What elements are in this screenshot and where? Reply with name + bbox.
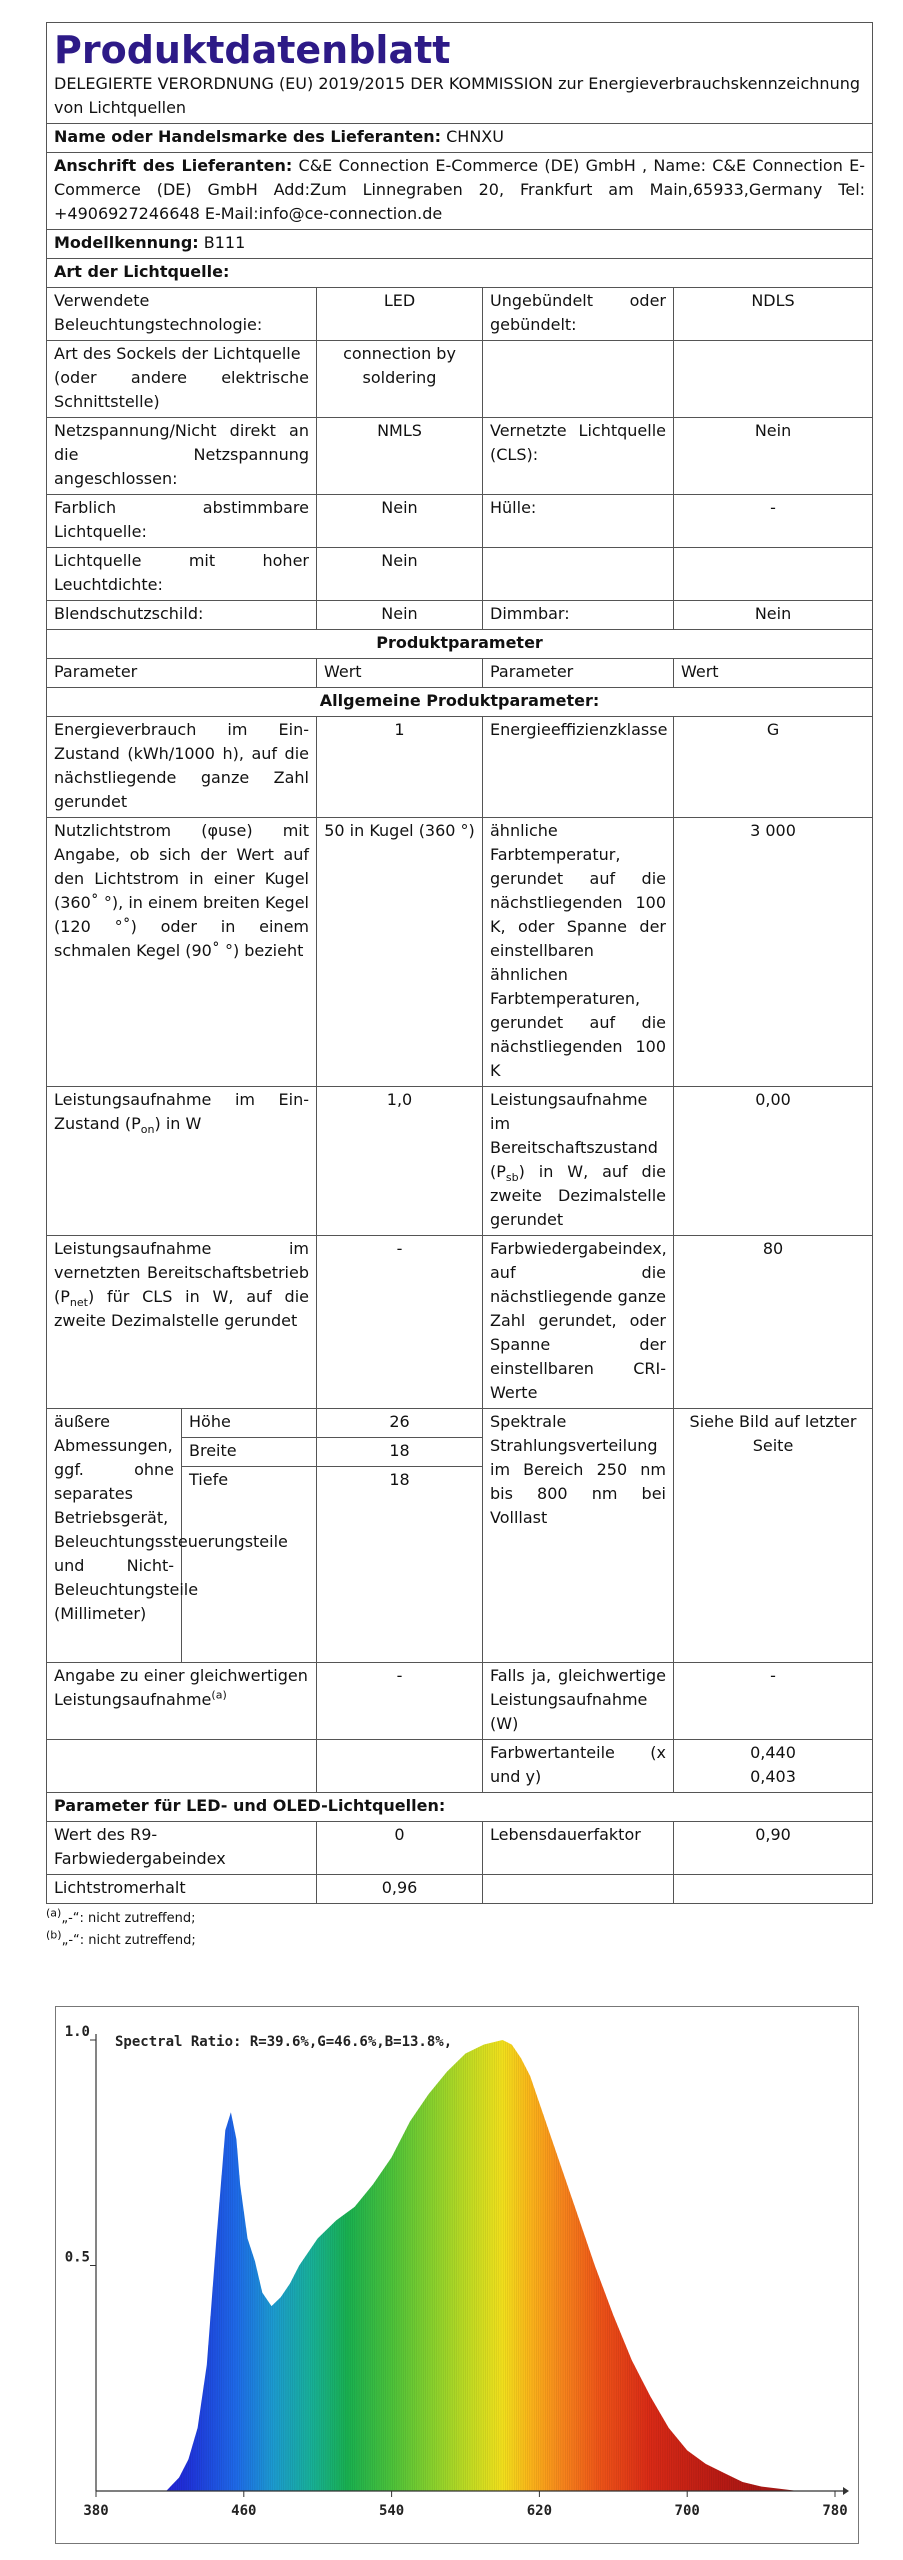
param-value: Nein	[317, 495, 483, 548]
column-header-value-2: Wert	[674, 659, 873, 688]
label-subscript: on	[140, 1123, 155, 1137]
param-label: Blendschutzschild:	[47, 601, 317, 630]
param-label	[483, 548, 674, 601]
product-datasheet-table	[46, 22, 873, 1904]
empty-cell	[317, 1740, 483, 1793]
spectral-ratio-label: Spectral Ratio: R=39.6%,G=46.6%,B=13.8%,	[115, 2034, 453, 2050]
column-header-value: Wert	[317, 659, 483, 688]
param-label	[483, 341, 674, 418]
label-part: ) für CLS in W, auf die zweite Dezimalstelle gerundet	[54, 1287, 309, 1330]
light-source-heading: Art der Lichtquelle:	[47, 259, 873, 288]
param-label	[47, 341, 317, 418]
model-value: B111	[203, 233, 246, 252]
param-value: 50 in Kugel (360 °)	[317, 818, 483, 1087]
param-value	[674, 548, 873, 601]
footnote-text: „-“: nicht zutreffend;	[61, 1933, 196, 1948]
param-label: Dimmbar:	[483, 601, 674, 630]
dimensions-label: äußere Abmessungen, ggf. ohne separates Betriebsgerät, Beleuchtungssteuerungsteile und Nicht-Beleuchtungsteile (Millimeter)	[47, 1409, 182, 1663]
supplier-name-value: CHNXU	[446, 127, 504, 146]
model-row	[47, 230, 873, 259]
param-label: Lichtstromerhalt	[47, 1875, 317, 1904]
param-value: 3 000	[674, 818, 873, 1087]
param-value: NDLS	[674, 288, 873, 341]
table-row	[47, 717, 873, 818]
param-label: Wert des R9-Farbwiedergabeindex	[47, 1822, 317, 1875]
label-part: Leistungsaufnahme im Bereitschaftszustand (P	[490, 1090, 658, 1181]
socket-label: Art des Sockels der Lichtquelle	[54, 344, 301, 363]
label-subscript: net	[69, 1296, 88, 1310]
footnote-text: „-“: nicht zutreffend;	[61, 1911, 196, 1926]
table-row	[47, 1663, 873, 1740]
param-label	[47, 1087, 317, 1236]
height-label: Höhe	[182, 1409, 317, 1438]
param-label: Lebensdauerfaktor	[483, 1822, 674, 1875]
param-value: connection by soldering	[317, 341, 483, 418]
width-value: 18	[317, 1438, 483, 1467]
table-row	[47, 548, 873, 601]
table-row	[47, 1087, 873, 1236]
param-value: -	[674, 1663, 873, 1740]
empty-cell	[674, 1875, 873, 1904]
param-label: Lichtquelle mit hoher Leuchtdichte:	[47, 548, 317, 601]
label-part: Leistungsaufnahme im vernetzten Bereitschaftsbetrieb (P	[54, 1239, 309, 1306]
table-row	[47, 818, 873, 1087]
param-label: Netzspannung/Nicht direkt an die Netzspannung angeschlossen:	[47, 418, 317, 495]
label-part: Leistungsaufnahme im Ein-Zustand (P	[54, 1090, 309, 1133]
label-part: ) in W	[154, 1114, 202, 1133]
param-label: Farbwiedergabeindex, auf die nächstliegende ganze Zahl gerundet, oder Spanne der einstellbaren CRI-Werte	[483, 1236, 674, 1409]
table-row	[47, 495, 873, 548]
empty-cell	[483, 1875, 674, 1904]
param-label: Energieverbrauch im Ein-Zustand (kWh/1000 h), auf die nächstliegende ganze Zahl gerundet	[47, 717, 317, 818]
param-label: Farblich abstimmbare Lichtquelle:	[47, 495, 317, 548]
height-value: 26	[317, 1409, 483, 1438]
param-label	[483, 1087, 674, 1236]
model-label: Modellkennung:	[54, 233, 199, 252]
table-row	[47, 601, 873, 630]
footnotes	[46, 1908, 872, 1952]
param-label: Vernetzte Lichtquelle (CLS):	[483, 418, 674, 495]
x-tick-label: 540	[378, 2503, 405, 2519]
table-row	[47, 1740, 873, 1793]
supplier-address-value: C&E Connection E-Commerce (DE) GmbH , Name: C&E Connection E-Commerce (DE) GmbH Add:Zum Linnegraben 20, Frankfurt am Main,65933,Germany Tel: +4906927246648 E-Mail:info@ce-connection.de	[54, 156, 866, 223]
label-part: Angabe zu einer gleichwertigen Leistungsaufnahme	[54, 1666, 308, 1709]
param-value: 0,90	[674, 1822, 873, 1875]
y-tick-label: 1.0	[64, 2024, 90, 2040]
param-value: Siehe Bild auf letzter Seite	[674, 1409, 873, 1663]
param-label	[47, 1236, 317, 1409]
label-part: ) in W, auf die zweite Dezimalstelle gerundet	[490, 1162, 666, 1229]
param-value: -	[674, 495, 873, 548]
column-header-parameter: Parameter	[47, 659, 317, 688]
footnote-a	[46, 1908, 872, 1930]
param-label: Verwendete Beleuchtungstechnologie:	[47, 288, 317, 341]
param-value: 1	[317, 717, 483, 818]
supplier-address-label: Anschrift des Lieferanten:	[54, 156, 293, 175]
param-value: NMLS	[317, 418, 483, 495]
header-cell	[47, 23, 873, 124]
page-title: Produktdatenblatt	[54, 28, 451, 72]
table-row	[47, 341, 873, 418]
param-value	[674, 341, 873, 418]
param-value: 1,0	[317, 1087, 483, 1236]
table-row	[47, 1822, 873, 1875]
table-row	[47, 418, 873, 495]
regulation-text: DELEGIERTE VERORDNUNG (EU) 2019/2015 DER KOMMISSION zur Energieverbrauchskennzeichnung von Lichtquellen	[54, 74, 860, 117]
product-params-heading: Produktparameter	[47, 630, 873, 659]
param-value: Nein	[317, 548, 483, 601]
socket-label-note: (oder andere elektrische Schnittstelle)	[54, 368, 309, 411]
table-row	[47, 1236, 873, 1409]
led-params-heading: Parameter für LED- und OLED-Lichtquellen:	[47, 1793, 873, 1822]
param-label: Spektrale Strahlungsverteilung im Bereich 250 nm bis 800 nm bei Volllast	[483, 1409, 674, 1663]
label-superscript: (a)	[211, 1688, 227, 1702]
param-label: Falls ja, gleichwertige Leistungsaufnahme (W)	[483, 1663, 674, 1740]
table-header-row	[47, 659, 873, 688]
x-tick-label: 700	[674, 2503, 700, 2519]
param-value: Nein	[674, 601, 873, 630]
param-label: Energieeffizienzklasse	[483, 717, 674, 818]
supplier-name-row	[47, 124, 873, 153]
chroma-y-value: 0,403	[750, 1767, 796, 1786]
depth-value: 18	[317, 1467, 483, 1663]
y-tick-label: 0.5	[64, 2249, 90, 2266]
param-value: 0,00	[674, 1087, 873, 1236]
param-value: -	[317, 1663, 483, 1740]
x-tick-label: 780	[822, 2503, 848, 2519]
footnote-mark: (b)	[46, 1928, 62, 1942]
general-params-heading: Allgemeine Produktparameter:	[47, 688, 873, 717]
x-tick-label: 620	[526, 2503, 553, 2519]
footnote-b	[46, 1930, 872, 1952]
param-label: Ungebündelt oder gebündelt:	[483, 288, 674, 341]
supplier-address-row	[47, 153, 873, 230]
table-row	[47, 288, 873, 341]
param-label	[47, 1663, 317, 1740]
param-label: Nutzlichtstrom (φuse) mit Angabe, ob sich der Wert auf den Lichtstrom in einer Kugel (360˚ °), in einem breiten Kegel (120 °˚) oder in einem schmalen Kegel (90˚ °) bezieht	[47, 818, 317, 1087]
label-subscript: sb	[505, 1171, 519, 1185]
param-value	[674, 1740, 873, 1793]
param-value: 80	[674, 1236, 873, 1409]
param-value: Nein	[674, 418, 873, 495]
empty-cell	[47, 1740, 317, 1793]
supplier-name-label: Name oder Handelsmarke des Lieferanten:	[54, 127, 442, 146]
spectrum-svg	[55, 2006, 859, 2544]
datasheet	[46, 22, 872, 1952]
table-row	[47, 1409, 873, 1438]
spectral-distribution-chart	[55, 2006, 859, 2544]
chroma-x-value: 0,440	[750, 1743, 796, 1762]
param-value: Nein	[317, 601, 483, 630]
x-tick-label: 380	[83, 2503, 109, 2519]
width-label: Breite	[182, 1438, 317, 1467]
param-label: Hülle:	[483, 495, 674, 548]
column-header-parameter-2: Parameter	[483, 659, 674, 688]
param-label: ähnliche Farbtemperatur, gerundet auf die nächstliegenden 100 K, oder Spanne der einstellbaren ähnlichen Farbtemperaturen, gerundet auf die nächstliegenden 100 K	[483, 818, 674, 1087]
table-row	[47, 1875, 873, 1904]
param-value: 0	[317, 1822, 483, 1875]
depth-label: Tiefe	[182, 1467, 317, 1663]
footnote-mark: (a)	[46, 1906, 62, 1920]
param-value: -	[317, 1236, 483, 1409]
param-value: G	[674, 717, 873, 818]
param-value: LED	[317, 288, 483, 341]
param-label: Farbwertanteile (x und y)	[483, 1740, 674, 1793]
param-value: 0,96	[317, 1875, 483, 1904]
x-tick-label: 460	[231, 2503, 257, 2519]
